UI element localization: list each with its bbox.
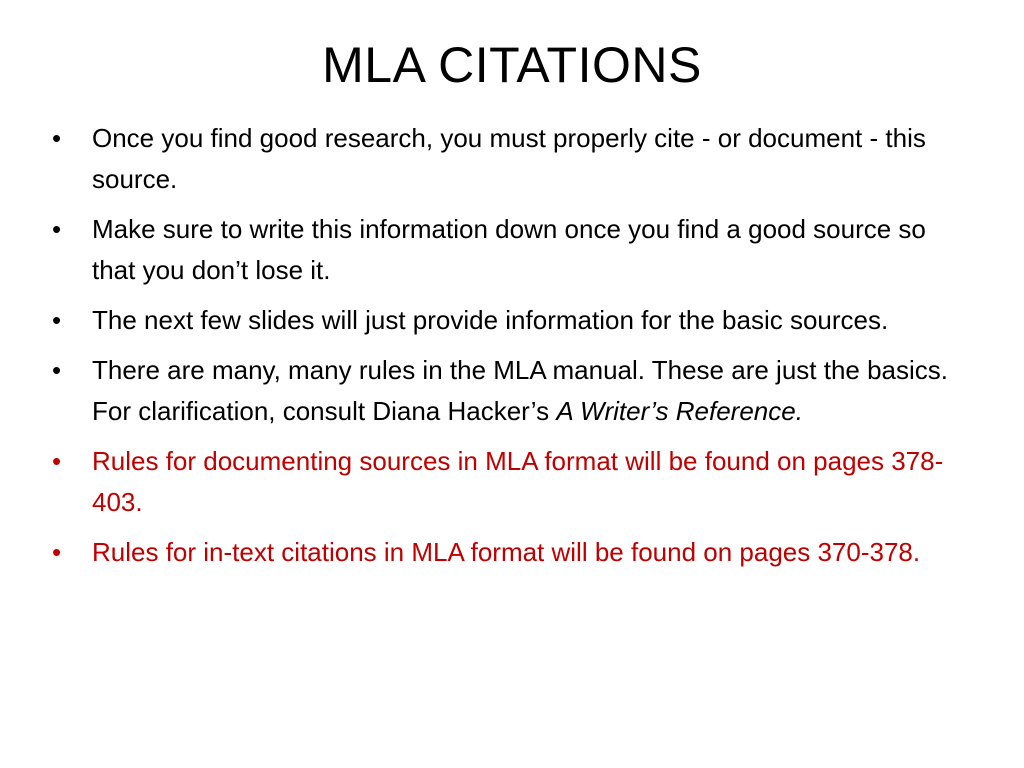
bullet-text: Rules for in-text citations in MLA format will be found on pages 370-378. (92, 537, 921, 567)
bullet-item (52, 118, 952, 200)
bullet-icon: • (52, 214, 62, 244)
bullet-text: The next few slides will just provide information for the basic sources. (92, 305, 889, 335)
bullet-text: Rules for documenting sources in MLA format will be found on pages 378-403. (92, 446, 944, 517)
bullet-text: There are many, many rules in the MLA manual. These are just the basics. For clarification, consult Diana Hacker’s (92, 355, 949, 426)
bullet-list (52, 118, 952, 582)
bullet-item-highlighted (52, 532, 952, 573)
bullet-item (52, 209, 952, 291)
bullet-text: Make sure to write this information down once you find a good source so that you don’t lose it. (92, 214, 926, 285)
bullet-icon: • (52, 305, 62, 335)
bullet-icon: • (52, 355, 62, 385)
bullet-item (52, 350, 952, 432)
bullet-item (52, 300, 952, 341)
bullet-icon: • (52, 446, 62, 476)
bullet-text: Once you find good research, you must properly cite - or document - this source. (92, 123, 926, 194)
bullet-icon: • (52, 537, 62, 567)
slide-title: MLA CITATIONS (322, 37, 702, 93)
bullet-item-highlighted (52, 441, 952, 523)
book-title: A Writer’s Reference. (556, 396, 803, 426)
bullet-icon: • (52, 123, 62, 153)
